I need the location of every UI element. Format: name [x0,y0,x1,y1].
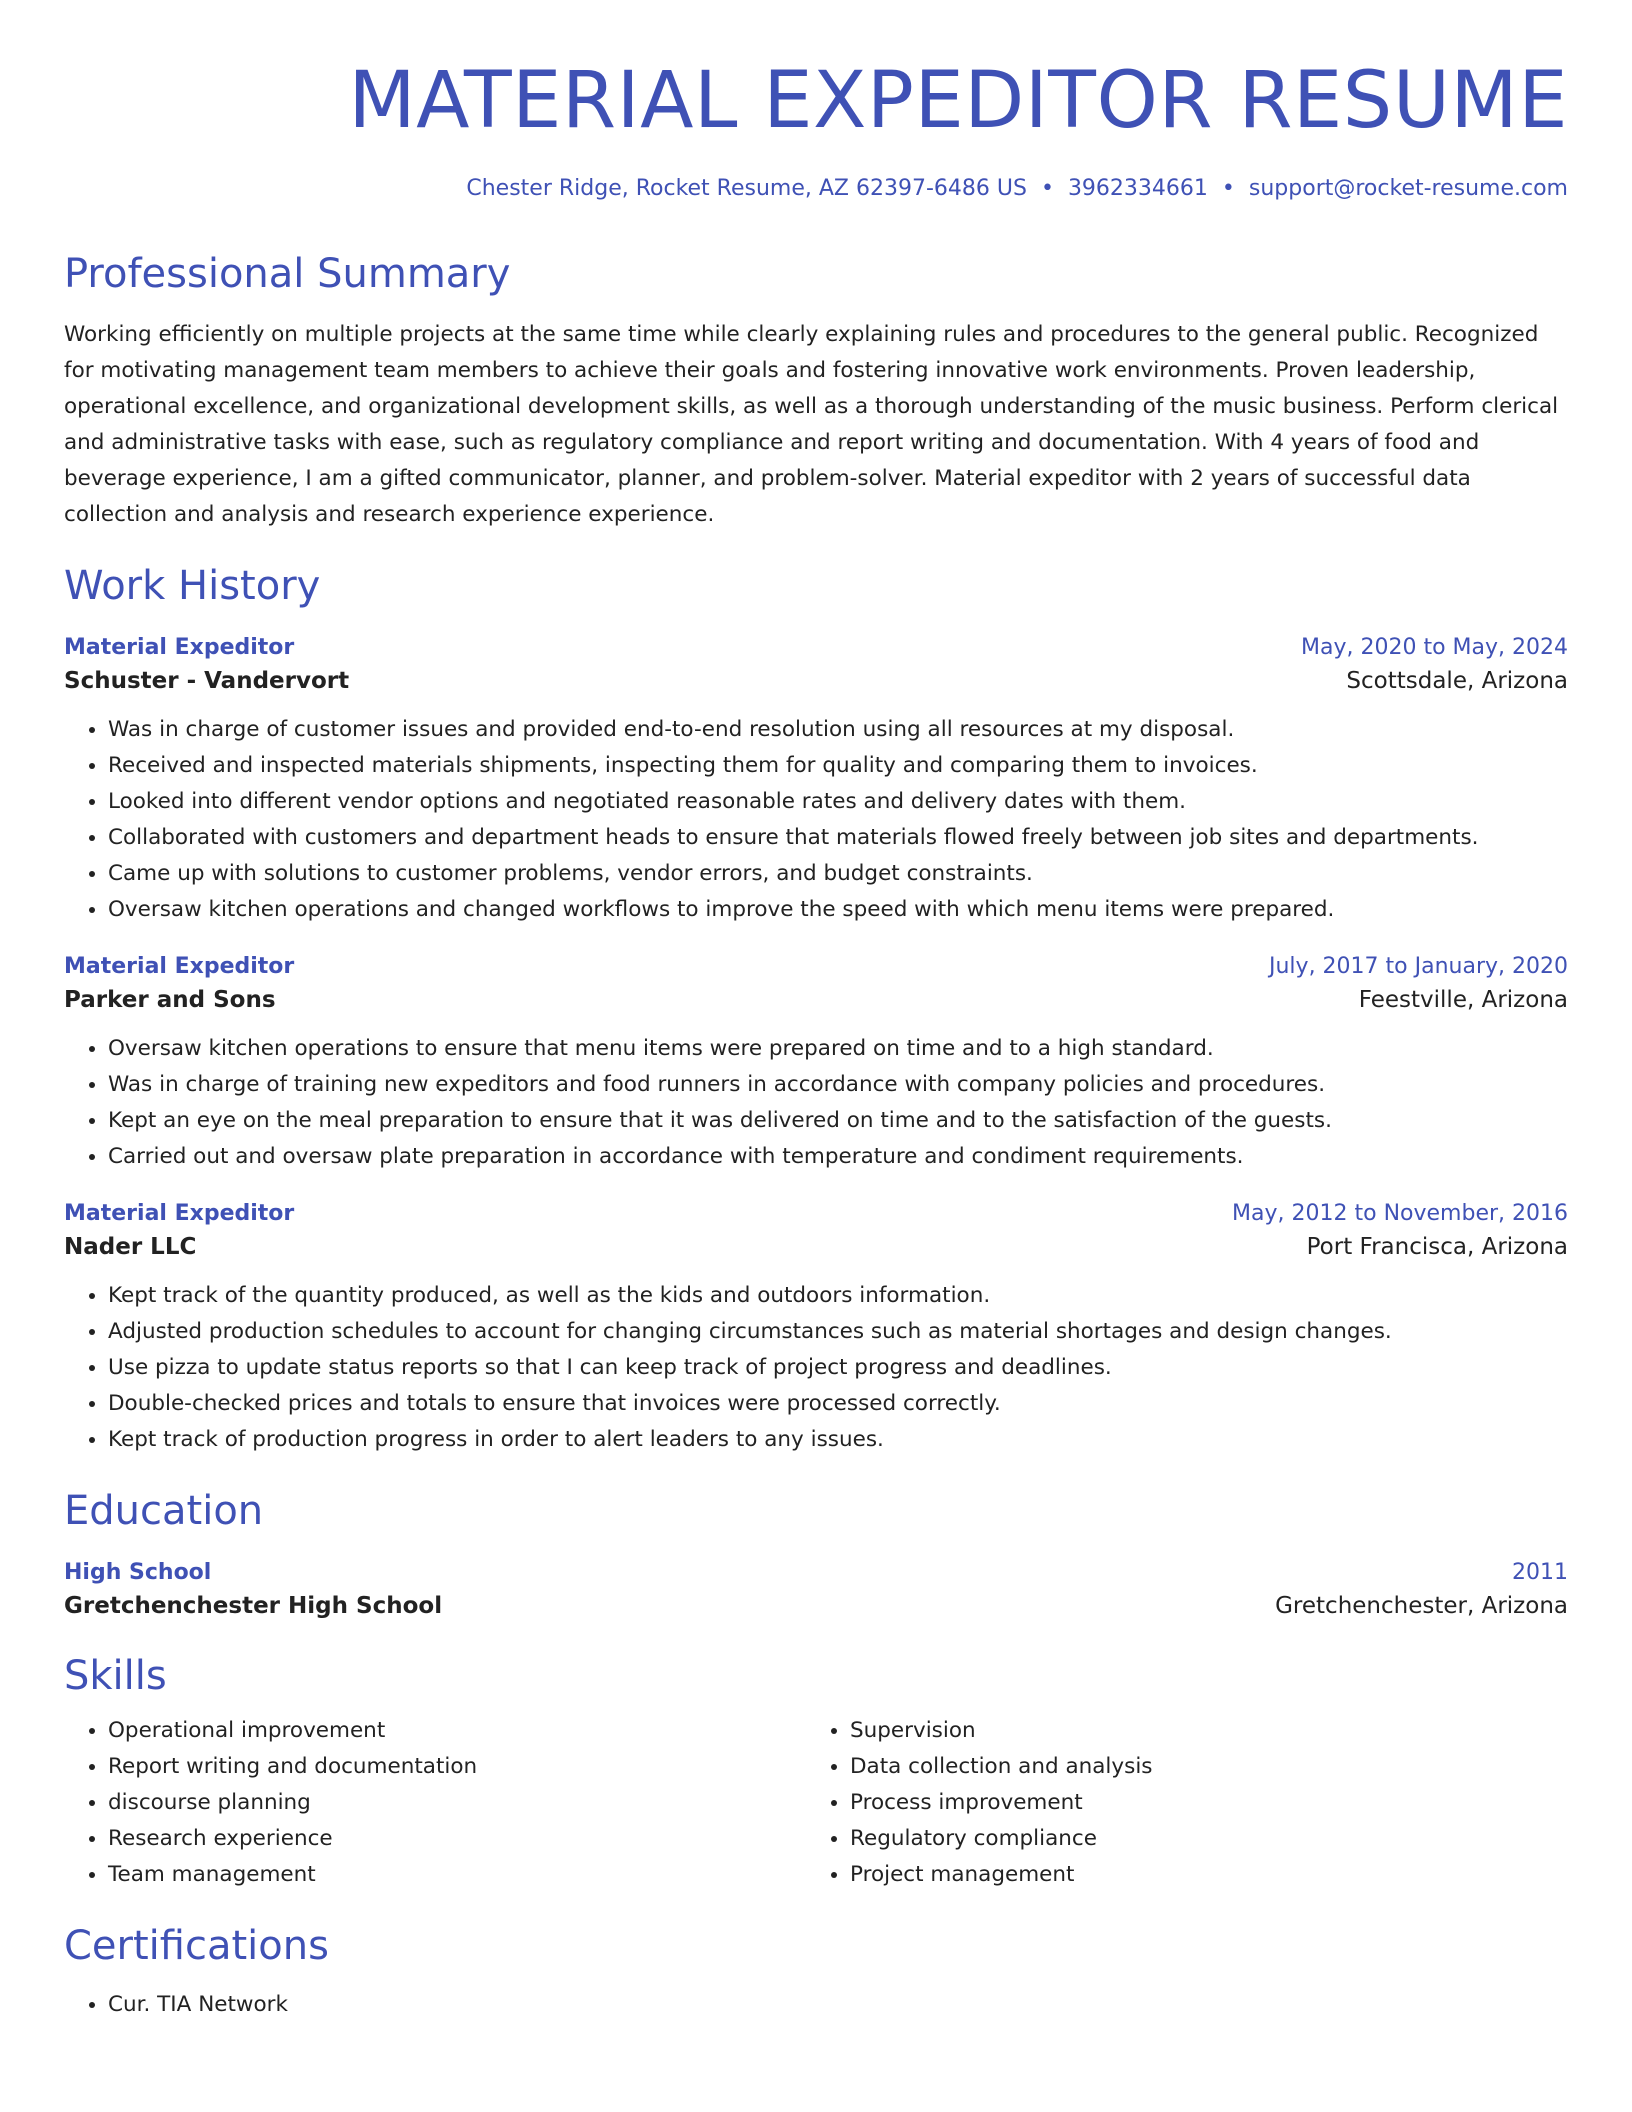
section-title-summary: Professional Summary [64,251,511,297]
resume-title: MATERIAL EXPEDITOR RESUME [348,56,1568,146]
job-location: Feestville, Arizona [1358,987,1568,1013]
list-item: • Use pizza to update status reports so that I can keep track of project progress and deadlines. [108,1350,1568,1386]
summary-text: Working efficiently on multiple projects at the same time while clearly explaining rules and procedures to the general public. Recognized for motivating management team members to achieve their goals and fostering innovative work environments. Proven leadership, operational excellence, and organizational development skills, as well as a thorough understanding of the music business. Perform clerical and administrative tasks with ease, such as regulatory compliance and report writing and documentation. With 4 years of food and beverage experience, I am a gifted communicator, planner, and problem-solver. Material expeditor with 2 years of successful data collection and analysis and research experience experience. [64,322,1559,527]
list-item: • Adjusted production schedules to account for changing circumstances such as material shortages and design changes. [108,1314,1568,1350]
list-item: • Double-checked prices and totals to ensure that invoices were processed correctly. [108,1386,1568,1422]
skill-item: • Data collection and analysis [850,1749,1548,1785]
job-company: Parker and Sons [64,987,276,1013]
list-item: • Was in charge of customer issues and provided end-to-end resolution using all resources at my disposal. [108,712,1568,748]
skills-column-left [64,1713,806,1893]
job-dates: May, 2020 to May, 2024 [1301,635,1568,660]
certification-item: • Cur. TIA Network [108,1987,1568,2023]
skill-item: • Regulatory compliance [850,1821,1548,1857]
job-bullets [64,1031,1568,1175]
contact-phone: 3962334661 [1067,176,1208,201]
section-title-work-history: Work History [64,563,321,609]
job-dates: July, 2017 to January, 2020 [1269,954,1568,979]
skill-item: • Operational improvement [108,1713,806,1749]
section-title-certifications: Certifications [64,1923,329,1969]
job-company: Nader LLC [64,1234,197,1260]
list-item: • Kept track of the quantity produced, as well as the kids and outdoors information. [108,1278,1568,1314]
list-item: • Carried out and oversaw plate preparation in accordance with temperature and condiment requirements. [108,1139,1568,1175]
job-dates: May, 2012 to November, 2016 [1232,1201,1568,1226]
list-item: • Collaborated with customers and department heads to ensure that materials flowed freely between job sites and departments. [108,820,1568,856]
education-school-row [64,1585,1568,1619]
education-degree: High School [64,1560,212,1585]
job-bullets [64,1278,1568,1458]
skill-item: • Report writing and documentation [108,1749,806,1785]
education-location: Gretchenchester, Arizona [1275,1593,1568,1619]
list-item: • Kept an eye on the meal preparation to ensure that it was delivered on time and to the satisfaction of the guests. [108,1103,1568,1139]
job-header [64,954,1568,979]
skills-list [64,1713,806,1893]
job-entry [64,954,1568,1175]
list-item: • Oversaw kitchen operations and changed workflows to improve the speed with which menu items were prepared. [108,892,1568,928]
job-entry [64,1201,1568,1458]
job-title: Material Expeditor [64,635,295,660]
contact-line [64,176,1568,201]
contact-email[interactable]: support@rocket-resume.com [1248,176,1568,201]
skill-item: • discourse planning [108,1785,806,1821]
job-header [64,1201,1568,1226]
skill-item: • Project management [850,1857,1548,1893]
job-company-row [64,979,1568,1013]
job-company-row [64,660,1568,694]
education-header [64,1560,1568,1585]
skills-column-right [806,1713,1548,1893]
list-item: • Came up with solutions to customer problems, vendor errors, and budget constraints. [108,856,1568,892]
contact-separator: • [1040,176,1054,201]
section-title-skills: Skills [64,1653,167,1699]
job-title: Material Expeditor [64,954,295,979]
contact-separator: • [1221,176,1235,201]
job-bullets [64,712,1568,928]
job-title: Material Expeditor [64,1201,295,1226]
job-company: Schuster - Vandervort [64,668,350,694]
list-item: • Received and inspected materials shipments, inspecting them for quality and comparing them to invoices. [108,748,1568,784]
education-entry [64,1560,1568,1619]
list-item: • Was in charge of training new expeditors and food runners in accordance with company policies and procedures. [108,1067,1568,1103]
list-item: • Looked into different vendor options and negotiated reasonable rates and delivery dates with them. [108,784,1568,820]
skill-item: • Supervision [850,1713,1548,1749]
education-school: Gretchenchester High School [64,1593,443,1619]
skill-item: • Team management [108,1857,806,1893]
skill-item: • Process improvement [850,1785,1548,1821]
job-location: Port Francisca, Arizona [1306,1234,1568,1260]
job-header [64,635,1568,660]
list-item: • Kept track of production progress in order to alert leaders to any issues. [108,1422,1568,1458]
skills-grid [64,1713,1568,1893]
job-entry [64,635,1568,928]
education-year: 2011 [1512,1560,1568,1585]
job-company-row [64,1226,1568,1260]
certifications-list [64,1987,1568,2023]
list-item: • Oversaw kitchen operations to ensure that menu items were prepared on time and to a high standard. [108,1031,1568,1067]
section-title-education: Education [64,1488,264,1534]
skills-list [806,1713,1548,1893]
job-location: Scottsdale, Arizona [1346,668,1568,694]
skill-item: • Research experience [108,1821,806,1857]
contact-address: Chester Ridge, Rocket Resume, AZ 62397-6486 US [466,176,1027,201]
